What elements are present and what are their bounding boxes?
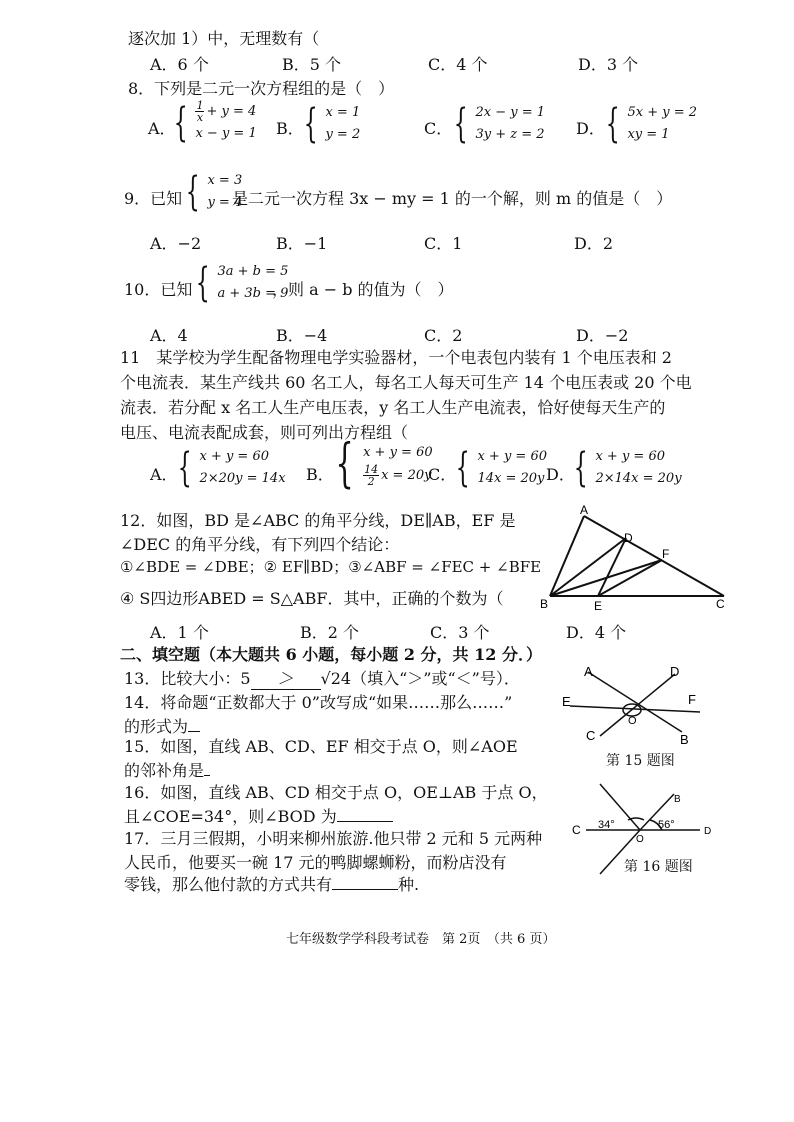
q17-line2: 人民币，他要买一碗 17 元的鸭脚螺蛳粉，而粉店没有 <box>124 853 507 872</box>
q16-angle-56: 56° <box>658 819 675 831</box>
q13-answer: ＞ <box>251 666 321 690</box>
q16-blank <box>337 821 393 822</box>
q16-line1: 16．如图，直线 AB、CD 相交于点 O，OE⊥AB 于点 O， <box>124 783 548 802</box>
q11-label-d: D． <box>546 465 575 484</box>
q8-label-d: D． <box>576 119 605 138</box>
q11-system-d: { x + y = 60 2×14x = 20y <box>573 445 682 491</box>
q10-eq1: 3a + b = 5 <box>217 264 289 279</box>
q10-eq2: a + 3b = 9 <box>217 286 289 301</box>
q11-d-eq2: 2×14x = 20y <box>595 471 682 486</box>
q15-figure <box>560 664 710 744</box>
q9-option-c: C．1 <box>424 234 463 253</box>
q12-label-e: E <box>594 599 603 613</box>
q11-b-frac-den: 2 <box>367 474 375 488</box>
page-footer: 七年级数学学科段考试卷 第 2页 （共 6 页） <box>286 932 556 947</box>
q12-line3: ①∠BDE = ∠DBE；② EF∥BD；③∠ABF = ∠FEC + ∠BFE <box>120 558 542 576</box>
q15-line1: 15．如图，直线 AB、CD、EF 相交于点 O，则∠AOE <box>124 737 518 756</box>
q17-line3: 零钱，那么他付款的方式共有 种. <box>124 875 420 894</box>
q13-post: √24（填入“＞”或“＜”号）． <box>320 669 520 688</box>
q12-option-d: D．4 个 <box>566 623 627 642</box>
q11-b-frac-num: 14 <box>364 462 379 476</box>
q11-label-b: B． <box>306 465 334 484</box>
q14-line1: 14．将命题“正数都大于 0”改写成“如果……那么……” <box>124 693 513 712</box>
q8-a-eq2: x − y = 1 <box>195 126 257 141</box>
q11-line1: 11 某学校为学生配备物理电学实验器材，一个电表包内装有 1 个电压表和 2 <box>120 348 672 367</box>
q10-suffix: ，则 a − b 的值为（ ） <box>272 280 454 299</box>
q8-b-eq1: x = 1 <box>325 105 361 120</box>
q12-line2: ∠DEC 的角平分线，有下列四个结论： <box>120 535 400 554</box>
q11-line2: 个电流表．某生产线共 60 名工人，每名工人每天可生产 14 个电压表或 20 个电 <box>120 373 692 392</box>
q7-option-d: D．3 个 <box>578 55 639 74</box>
q12-label-a: A <box>580 504 589 517</box>
section-2-heading: 二、填空题（本大题共 6 小题，每小题 2 分，共 12 分．） <box>120 645 542 664</box>
q16-label-c: C <box>572 823 581 837</box>
q11-system-c: { x + y = 60 14x = 20y <box>455 445 547 491</box>
q9-option-b: B．−1 <box>276 234 328 253</box>
q12-label-b: B <box>540 597 549 611</box>
q11-c-eq1: x + y = 60 <box>477 449 547 464</box>
q12-option-b: B．2 个 <box>300 623 360 642</box>
q8-system-c: { 2x − y = 1 3y + z = 2 <box>453 101 545 147</box>
q7-tail: 逐次加 1）中，无理数有（ <box>128 29 320 48</box>
q16-label-d: D <box>704 826 712 837</box>
q15-label-f: F <box>688 692 696 707</box>
q15-label-o: O <box>628 715 637 727</box>
q10-option-d: D．−2 <box>576 326 629 345</box>
q14-blank <box>188 731 200 732</box>
q9-eq1: x = 3 <box>207 173 243 188</box>
q15-caption: 第 15 题图 <box>606 753 675 769</box>
q13-pre: 13．比较大小：5 <box>124 669 251 688</box>
q8-a-eq1: + y = 4 <box>206 104 257 119</box>
q10-prefix: 10．已知 <box>124 280 193 299</box>
q11-d-eq1: x + y = 60 <box>595 449 665 464</box>
q15-label-d: D <box>670 664 680 679</box>
q17-blank <box>332 889 398 890</box>
q10-option-c: C．2 <box>424 326 463 345</box>
q12-label-f: F <box>662 547 670 561</box>
q15-line2: 的邻补角是 <box>124 758 210 781</box>
q11-b-eq2: x = 20y <box>381 467 432 483</box>
q10-system: { 3a + b = 5 a + 3b = 9 <box>195 260 289 306</box>
q12-option-c: C．3 个 <box>430 623 490 642</box>
q16-caption: 第 16 题图 <box>624 859 693 875</box>
q9-option-d: D．2 <box>574 234 614 253</box>
q9-system: { x = 3 y = 4 <box>185 169 243 215</box>
q11-line4: 电压、电流表配成套，则可列出方程组（ <box>120 423 409 442</box>
q16-line2: 且∠COE=34°，则∠BOD 为 <box>124 804 393 827</box>
q8-label-c: C． <box>424 119 453 138</box>
q10-option-a: A．4 <box>150 326 188 345</box>
q8-label-a: A． <box>148 119 176 138</box>
q14-line2: 的形式为 <box>124 714 200 737</box>
q11-label-a: A． <box>150 465 178 484</box>
q8-b-eq2: y = 2 <box>325 127 361 142</box>
q13-line <box>124 666 520 690</box>
q16-angle-34: 34° <box>598 819 615 831</box>
q15-label-e: E <box>562 694 571 709</box>
q11-label-c: C． <box>428 465 457 484</box>
q15-label-c: C <box>586 728 596 743</box>
q11-a-eq1: x + y = 60 <box>199 449 269 464</box>
q12-label-d: D <box>624 531 633 545</box>
q12-figure <box>534 504 734 616</box>
q8-c-eq1: 2x − y = 1 <box>475 105 545 120</box>
q11-system-b: { x + y = 60 $\frac{14}{2}$ x = 20y <box>335 434 433 494</box>
q15-label-b: B <box>680 732 689 744</box>
q8-system-d: { 5x + y = 2 xy = 1 <box>605 101 697 147</box>
q8-stem: 8．下列是二元一次方程组的是（ ） <box>128 79 395 98</box>
q11-system-a: { x + y = 60 2×20y = 14x <box>177 445 286 491</box>
q8-d-eq2: xy = 1 <box>627 127 670 142</box>
q8-d-eq1: 5x + y = 2 <box>627 105 697 120</box>
q7-option-a: A．6 个 <box>150 55 209 74</box>
q12-line4: ④ S四边形ABED = S△ABF．其中，正确的个数为（ <box>120 589 504 608</box>
q8-system-b: { x = 1 y = 2 <box>303 101 361 147</box>
q8-system-a: { $\frac{1}{x}$ + y = 4 x − y = 1 <box>173 99 257 146</box>
q17-line1: 17．三月三假期，小明来柳州旅游.他只带 2 元和 5 元两种 <box>124 829 543 848</box>
q9-suffix: 是二元一次方程 3x − my = 1 的一个解，则 m 的值是（ ） <box>232 189 673 208</box>
q9-option-a: A．−2 <box>150 234 202 253</box>
q12-line1: 12．如图，BD 是∠ABC 的角平分线，DE∥AB，EF 是 <box>120 511 516 530</box>
q9-prefix: 9．已知 <box>124 189 183 208</box>
q16-label-b: B <box>674 794 681 805</box>
q11-a-eq2: 2×20y = 14x <box>199 471 286 486</box>
q15-label-a: A <box>584 664 593 679</box>
q8-c-eq2: 3y + z = 2 <box>475 127 545 142</box>
q15-blank <box>204 775 210 776</box>
q8-label-b: B． <box>276 119 304 138</box>
q8-a-frac-den: x <box>196 111 204 124</box>
q16-label-o: O <box>636 834 644 845</box>
q11-c-eq2: 14x = 20y <box>477 471 545 486</box>
q12-option-a: A．1 个 <box>150 623 209 642</box>
q11-b-eq1: x + y = 60 <box>363 444 433 460</box>
q7-option-c: C．4 个 <box>428 55 488 74</box>
q9-eq2: y = 4 <box>207 195 243 210</box>
q12-label-c: C <box>716 597 725 611</box>
q11-line3: 流表．若分配 x 名工人生产电压表，y 名工人生产电流表，恰好使每天生产的 <box>120 398 666 417</box>
q7-option-b: B．5 个 <box>282 55 342 74</box>
q10-option-b: B．−4 <box>276 326 328 345</box>
q8-a-frac-num: 1 <box>196 99 204 112</box>
